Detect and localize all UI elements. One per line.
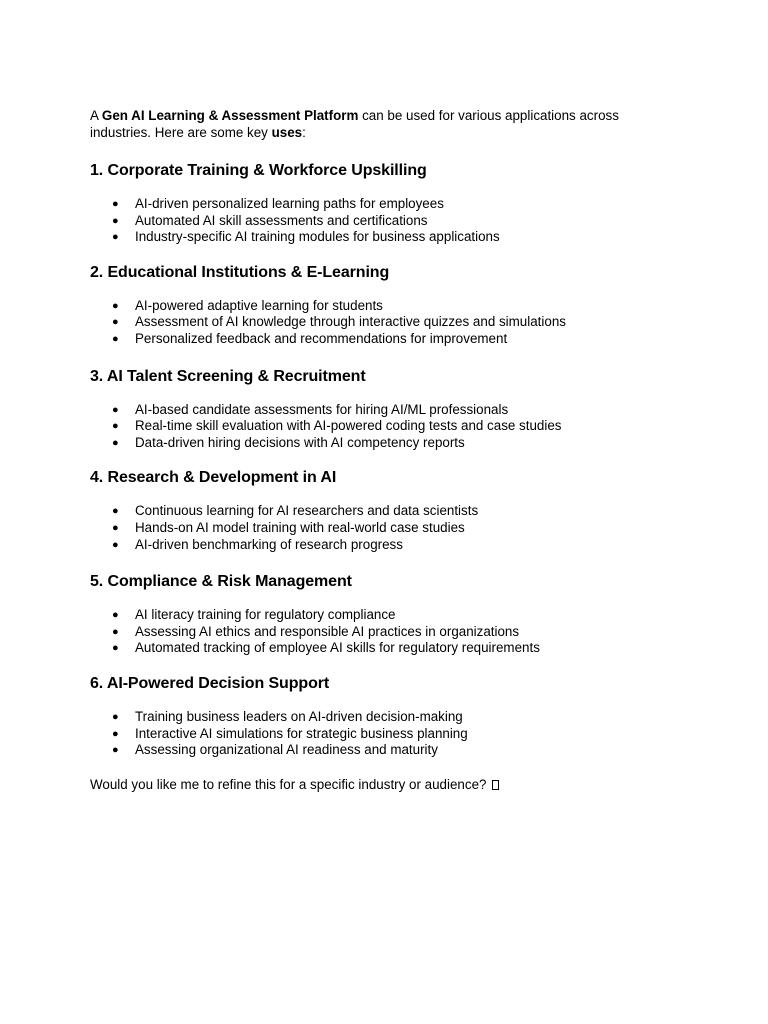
list-item-text: Assessing organizational AI readiness and maturity [135,742,438,758]
list-item-text: AI-powered adaptive learning for students [135,297,383,313]
intro-product-name: Gen AI Learning & Assessment Platform [101,108,359,123]
section-heading: 3. AI Talent Screening & Recruitment [90,367,366,385]
section-heading: 1. Corporate Training & Workforce Upskilling [90,162,427,179]
list-item [90,520,678,537]
bullet-icon: ● [112,198,119,210]
list-item-text: Continuous learning for AI researchers and data scientists [135,503,479,519]
bullet-list [90,402,678,452]
list-item [90,298,678,315]
bullet-icon: ● [112,727,119,740]
section-heading: 6. AI-Powered Decision Support [90,674,330,692]
list-item [90,435,678,452]
bullet-list [90,709,678,759]
bullet-list [90,298,678,348]
bullet-icon: ● [112,214,119,227]
section-heading: 2. Educational Institutions & E-Learning [90,263,390,281]
closing-text: Would you like me to refine this for a specific industry or audience? [90,776,487,792]
closing-question [90,777,678,794]
list-item-text: Hands-on AI model training with real-world case studies [135,519,465,535]
bullet-icon: ● [112,436,119,449]
bullet-icon: ● [112,299,119,312]
list-item-text: Assessing AI ethics and responsible AI practices in organizations [135,623,520,639]
section-2 [90,263,678,348]
list-item [90,742,678,759]
list-item-text: Personalized feedback and recommendations for improvement [135,330,508,346]
list-item [90,196,678,213]
list-item [90,418,678,435]
list-item [90,402,678,419]
list-item [90,709,678,726]
list-item-text: Assessment of AI knowledge through interactive quizzes and simulations [135,314,566,330]
bullet-list [90,607,678,657]
bullet-icon: ● [112,231,119,244]
bullet-icon: ● [112,316,119,329]
list-item [90,537,678,554]
bullet-icon: ● [112,332,119,345]
bullet-icon: ● [112,403,119,416]
list-item [90,314,678,331]
section-1 [90,161,678,246]
list-item [90,640,678,657]
list-item [90,213,678,230]
list-item [90,503,678,520]
bullet-icon: ● [112,538,119,551]
bullet-list [90,196,678,246]
section-5 [90,572,678,657]
list-item-text: AI literacy training for regulatory compliance [135,607,396,623]
list-item-text: Industry-specific AI training modules for business applications [135,229,500,245]
list-item-text: Interactive AI simulations for strategic business planning [135,725,468,741]
list-item-text: AI-driven personalized learning paths for employees [135,196,444,211]
intro-prefix: A [90,108,102,123]
list-item [90,726,678,743]
list-item [90,607,678,624]
section-heading: 5. Compliance & Risk Management [90,573,352,591]
list-item [90,331,678,348]
intro-middle: can be used for various applications across industries. Here are some key [90,108,619,140]
intro-paragraph [90,108,665,141]
list-item-text: AI-based candidate assessments for hiring AI/ML professionals [135,401,509,417]
bullet-icon: ● [112,521,119,534]
list-item-text: Training business leaders on AI-driven decision-making [135,708,463,724]
section-4 [90,468,678,553]
section-heading: 4. Research & Development in AI [90,469,337,487]
bullet-icon: ● [112,625,119,638]
list-item-text: Automated tracking of employee AI skills for regulatory requirements [135,640,540,656]
intro-suffix: : [302,124,306,140]
list-item-text: Data-driven hiring decisions with AI competency reports [135,434,465,450]
bullet-icon: ● [112,710,119,723]
bullet-icon: ● [112,505,119,518]
list-item-text: AI-driven benchmarking of research progress [135,536,403,552]
missing-glyph-box-icon [492,780,499,790]
section-6 [90,674,678,759]
bullet-list [90,503,678,553]
bullet-icon: ● [112,744,119,757]
bullet-icon: ● [112,609,119,622]
sections-container [90,161,678,759]
section-3 [90,367,678,452]
list-item-text: Real-time skill evaluation with AI-powered coding tests and case studies [135,418,562,434]
list-item [90,624,678,641]
list-item-text: Automated AI skill assessments and certifications [135,212,428,228]
bullet-icon: ● [112,642,119,655]
bullet-icon: ● [112,420,119,433]
intro-keyword: uses [271,124,303,140]
list-item [90,229,678,246]
